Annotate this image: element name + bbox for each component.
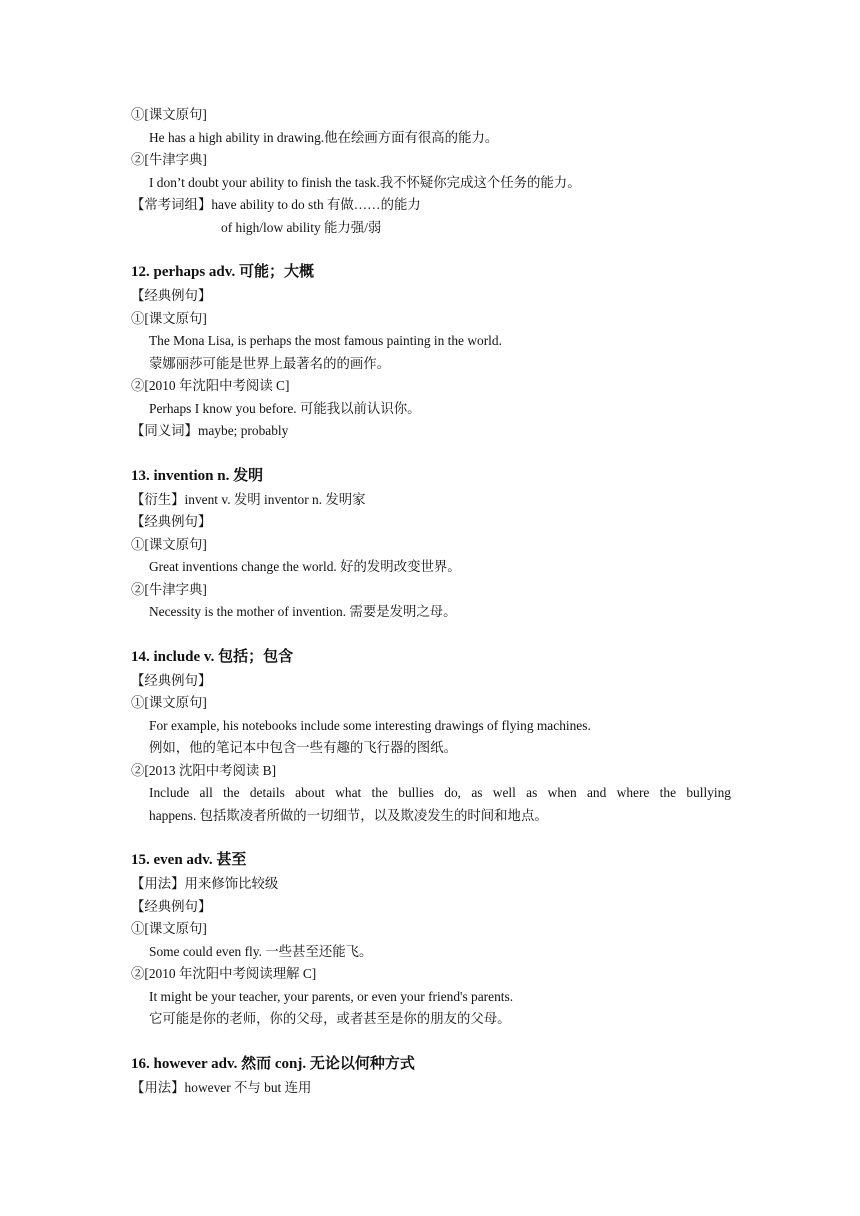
entry-heading: 14. include v. 包括；包含 <box>131 648 294 665</box>
section-label: 【经典例句】 <box>131 898 212 914</box>
entry-heading: 16. however adv. 然而 conj. 无论以何种方式 <box>131 1055 415 1072</box>
example-sentence: Great inventions change the world. 好的发明改变世界。 <box>149 559 461 574</box>
entry-16 <box>131 1051 731 1100</box>
example-sentence: It might be your teacher, your parents, or even your friend's parents. <box>149 988 514 1004</box>
entry-15 <box>131 847 731 1031</box>
example-sentence: Some could even fly. 一些甚至还能飞。 <box>149 943 373 959</box>
example-sentence: He has a high ability in drawing.他在绘画方面有很高的能力。 <box>149 129 499 145</box>
source-label: ②[牛津字典] <box>131 581 207 597</box>
source-label: ①[课文原句] <box>131 921 207 936</box>
section-label: 【经典例句】 <box>131 514 212 529</box>
source-label: ②[2010 年沈阳中考阅读 C] <box>131 378 290 393</box>
entry-13 <box>131 463 731 624</box>
phrase-item: of high/low ability 能力强/弱 <box>221 219 382 235</box>
example-sentence: For example, his notebooks include some interesting drawings of flying machines. <box>149 717 591 733</box>
source-label: ②[牛津字典] <box>131 152 207 167</box>
usage-line: 【用法】however 不与 but 连用 <box>131 1079 312 1095</box>
usage-line: 【用法】用来修饰比较级 <box>131 876 279 891</box>
entry-heading: 12. perhaps adv. 可能；大概 <box>131 264 314 280</box>
document-page <box>131 104 731 1099</box>
entry-11-continued <box>131 104 731 239</box>
example-translation: 蒙娜丽莎可能是世界上最著名的的画作。 <box>149 355 391 371</box>
example-translation: 它可能是你的老师，你的父母，或者甚至是你的朋友的父母。 <box>149 1011 511 1026</box>
entry-heading: 15. even adv. 甚至 <box>131 852 247 868</box>
section-label: 【经典例句】 <box>131 672 212 688</box>
source-label: ①[课文原句] <box>131 695 207 710</box>
example-sentence: Necessity is the mother of invention. 需要是发明之母。 <box>149 604 457 619</box>
phrase-label: 【常考词组】have ability to do sth 有做……的能力 <box>131 197 421 212</box>
example-sentence: Include all the details about what the bullies do, as well as when and where the bullying <box>149 785 731 800</box>
entry-heading: 13. invention n. 发明 <box>131 467 264 484</box>
synonym-line: 【同义词】maybe; probably <box>131 423 289 438</box>
entry-12 <box>131 259 731 443</box>
source-label: ①[课文原句] <box>131 107 207 122</box>
source-label: ②[2013 沈阳中考阅读 B] <box>131 762 277 778</box>
example-sentence: Perhaps I know you before. 可能我以前认识你。 <box>149 400 421 416</box>
example-translation: 例如，他的笔记本中包含一些有趣的飞行器的图纸。 <box>149 740 457 755</box>
section-label: 【经典例句】 <box>131 288 212 303</box>
example-sentence-continued: happens. 包括欺凌者所做的一切细节，以及欺凌发生的时间和地点。 <box>149 807 548 823</box>
source-label: ①[课文原句] <box>131 536 207 552</box>
derivative-line: 【衍生】invent v. 发明 inventor n. 发明家 <box>131 491 366 507</box>
source-label: ②[2010 年沈阳中考阅读理解 C] <box>131 966 317 981</box>
entry-14 <box>131 644 731 828</box>
source-label: ①[课文原句] <box>131 310 207 326</box>
example-sentence: The Mona Lisa, is perhaps the most famous painting in the world. <box>149 333 502 348</box>
example-sentence: I don’t doubt your ability to finish the task.我不怀疑你完成这个任务的能力。 <box>149 174 581 190</box>
